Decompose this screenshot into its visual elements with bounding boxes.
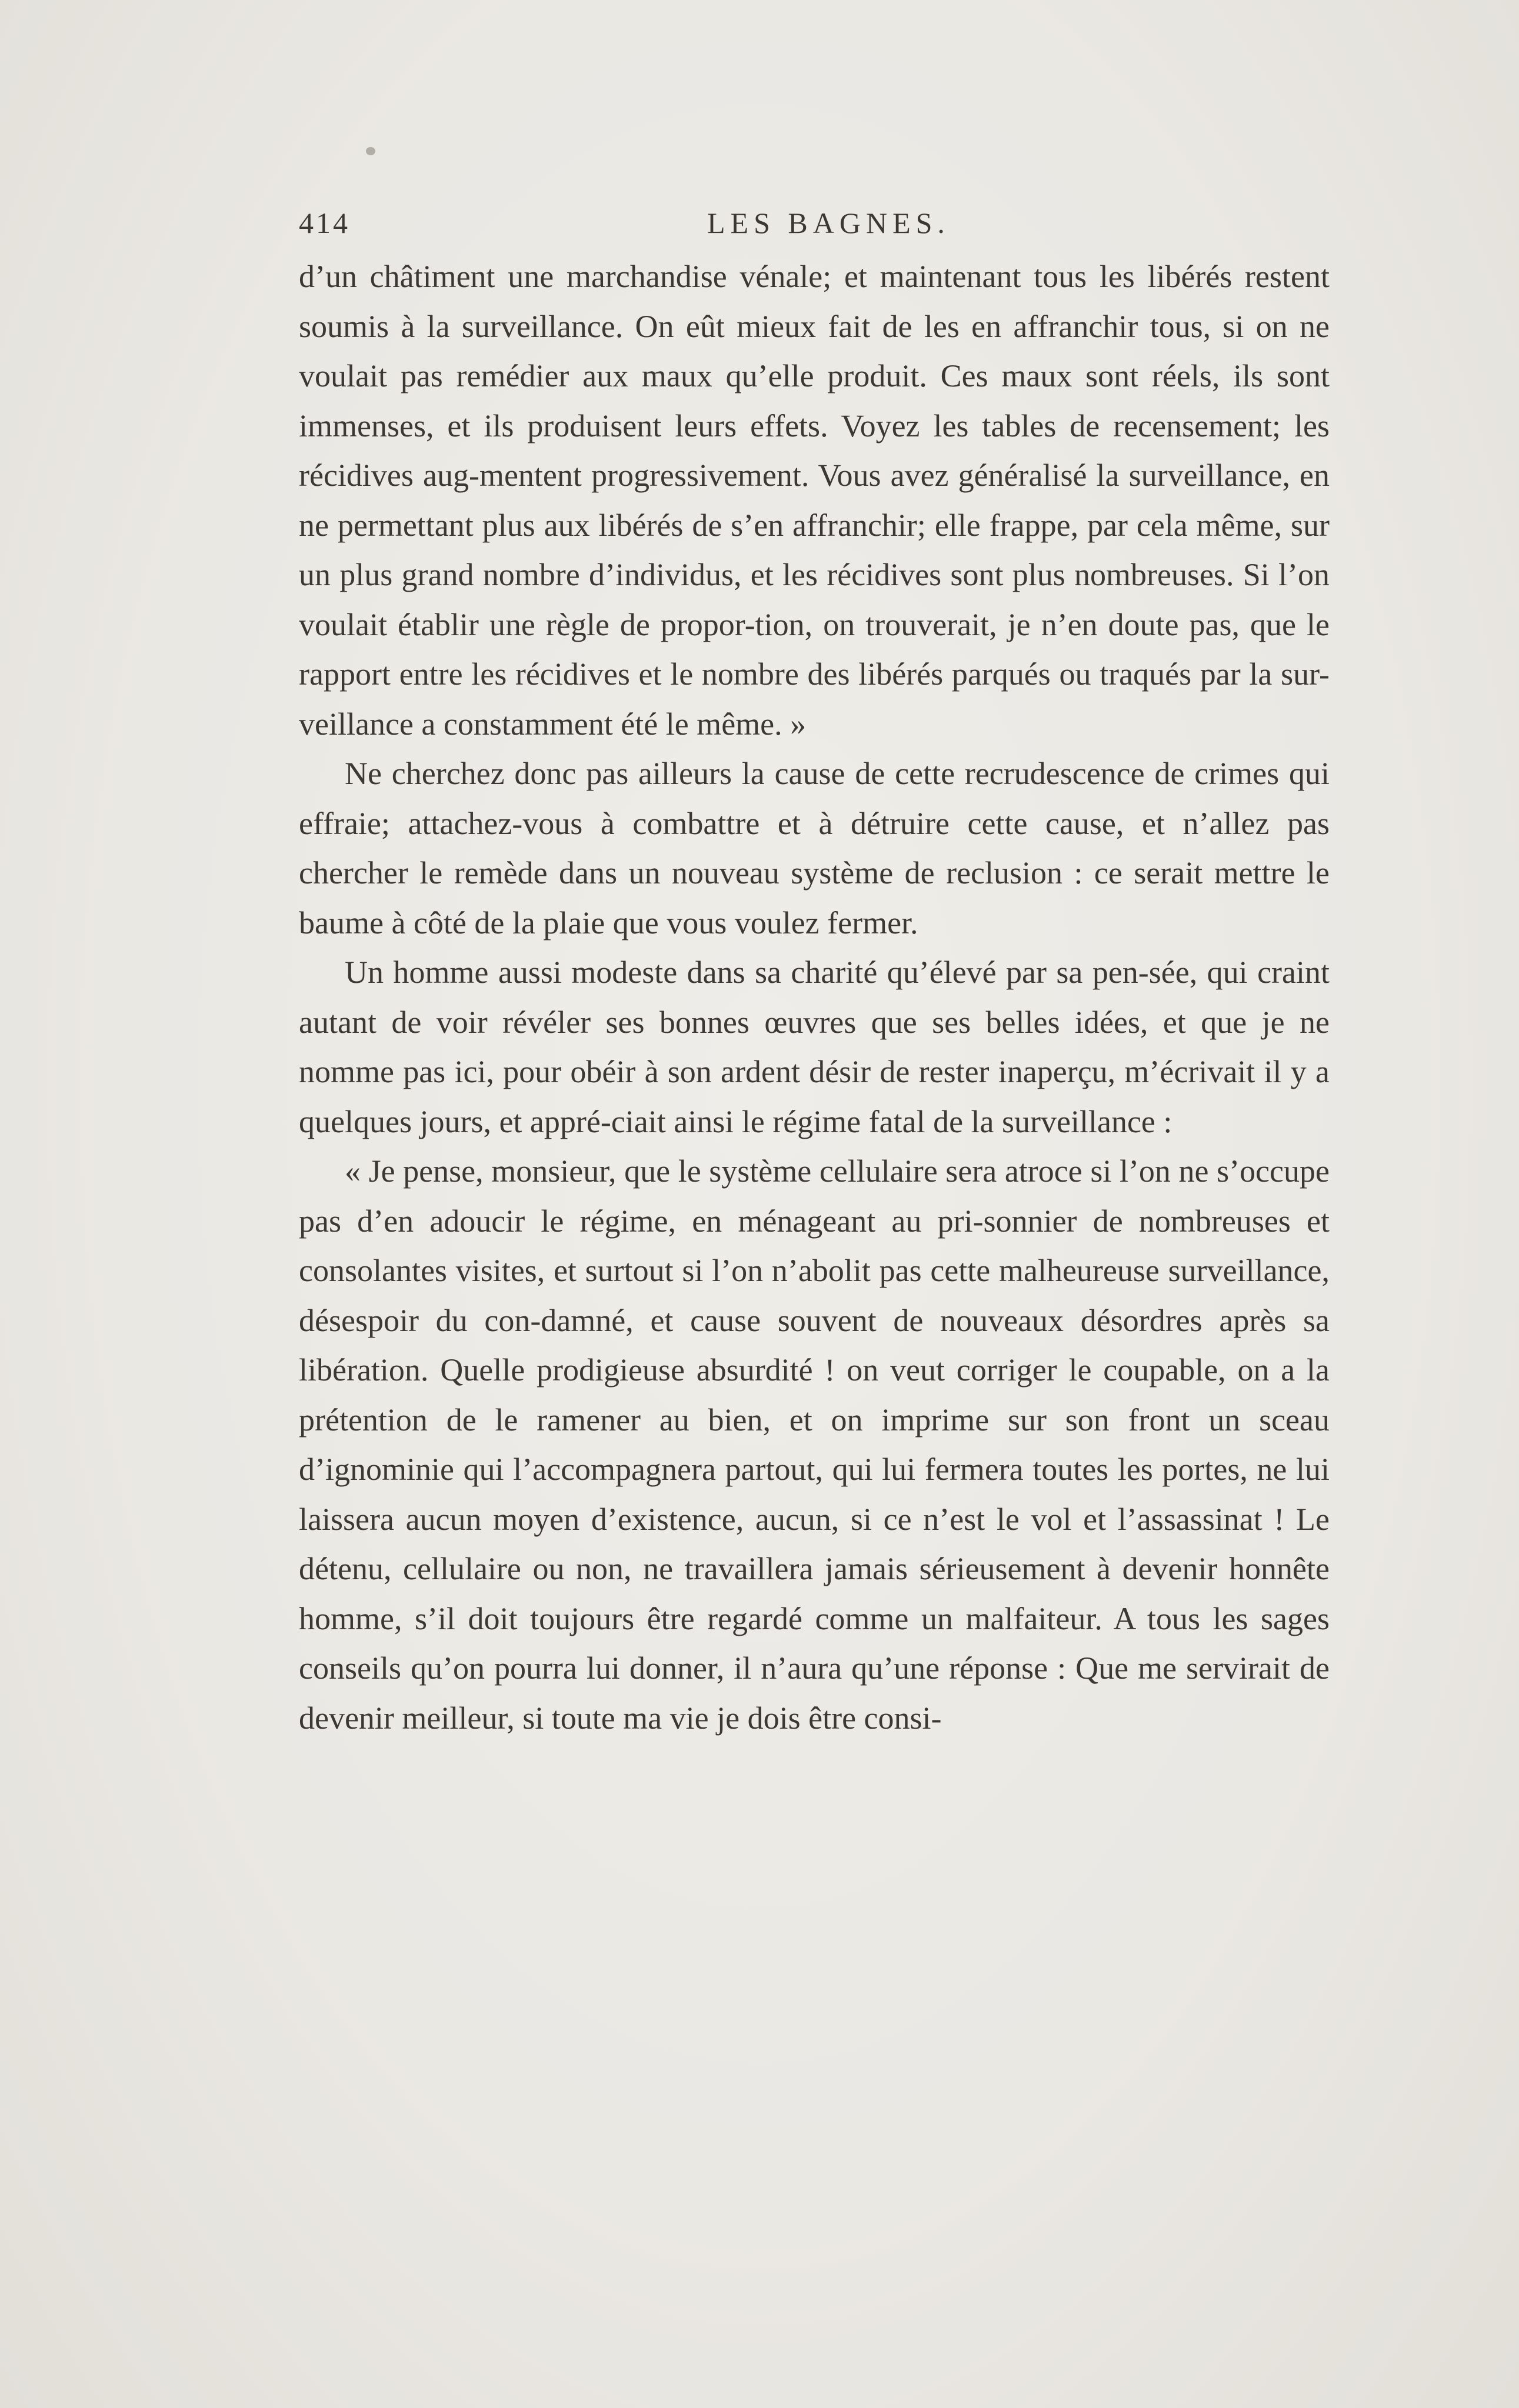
- paragraph: « Je pense, monsieur, que le système cellulaire sera atroce si l’on ne s’occupe pas d’en adoucir le régime, en ménageant au pri-sonnier de nombreuses et consolantes visites, et surtout si l’on n’abolit pas cette malheureuse surveillance, désespoir du con-damné, et cause souvent de nouveaux désordres après sa libération. Quelle prodigieuse absurdité ! on veut corriger le coupable, on a la prétention de le ramener au bien, et on imprime sur son front un sceau d’ignominie qui l’accompagnera partout, qui lui fermera toutes les portes, ne lui laissera aucun moyen d’existence, aucun, si ce n’est le vol et l’assassinat ! Le détenu, cellulaire ou non, ne travaillera jamais sérieusement à devenir honnête homme, s’il doit toujours être regardé comme un malfaiteur. A tous les sages conseils qu’on pourra lui donner, il n’aura qu’une réponse : Que me servirait de devenir meilleur, si toute ma vie je dois être consi-: [299, 1153, 1330, 1736]
- body-text: [299, 252, 1330, 1743]
- ink-speck: [366, 147, 375, 155]
- paragraph: Ne cherchez donc pas ailleurs la cause de cette recrudescence de crimes qui effraie; attachez-vous à combattre et à détruire cette cause, et n’allez pas chercher le remède dans un nouveau système de reclusion : ce serait mettre le baume à côté de la plaie que vous voulez fermer.: [299, 756, 1330, 940]
- page-number: 414: [299, 206, 350, 239]
- paragraph: Un homme aussi modeste dans sa charité qu’élevé par sa pen-sée, qui craint autant de voir révéler ses bonnes œuvres que ses belles idées, et que je ne nomme pas ici, pour obéir à son ardent désir de rester inaperçu, m’écrivait il y a quelques jours, et appré-ciait ainsi le régime fatal de la surveillance :: [299, 955, 1330, 1139]
- paragraph: d’un châtiment une marchandise vénale; et maintenant tous les libérés restent soumis à la surveillance. On eût mieux fait de les en affranchir tous, si on ne voulait pas remédier aux maux qu’elle produit. Ces maux sont réels, ils sont immenses, et ils produisent leurs effets. Voyez les tables de recensement; les récidives aug-mentent progressivement. Vous avez généralisé la surveillance, en ne permettant plus aux libérés de s’en affranchir; elle frappe, par cela même, sur un plus grand nombre d’individus, et les récidives sont plus nombreuses. Si l’on voulait établir une règle de propor-tion, on trouverait, je n’en doute pas, que le rapport entre les récidives et le nombre des libérés parqués ou traqués par la sur-veillance a constamment été le même. »: [299, 259, 1330, 742]
- running-title: LES BAGNES.: [707, 206, 950, 239]
- page-header: [299, 206, 1330, 253]
